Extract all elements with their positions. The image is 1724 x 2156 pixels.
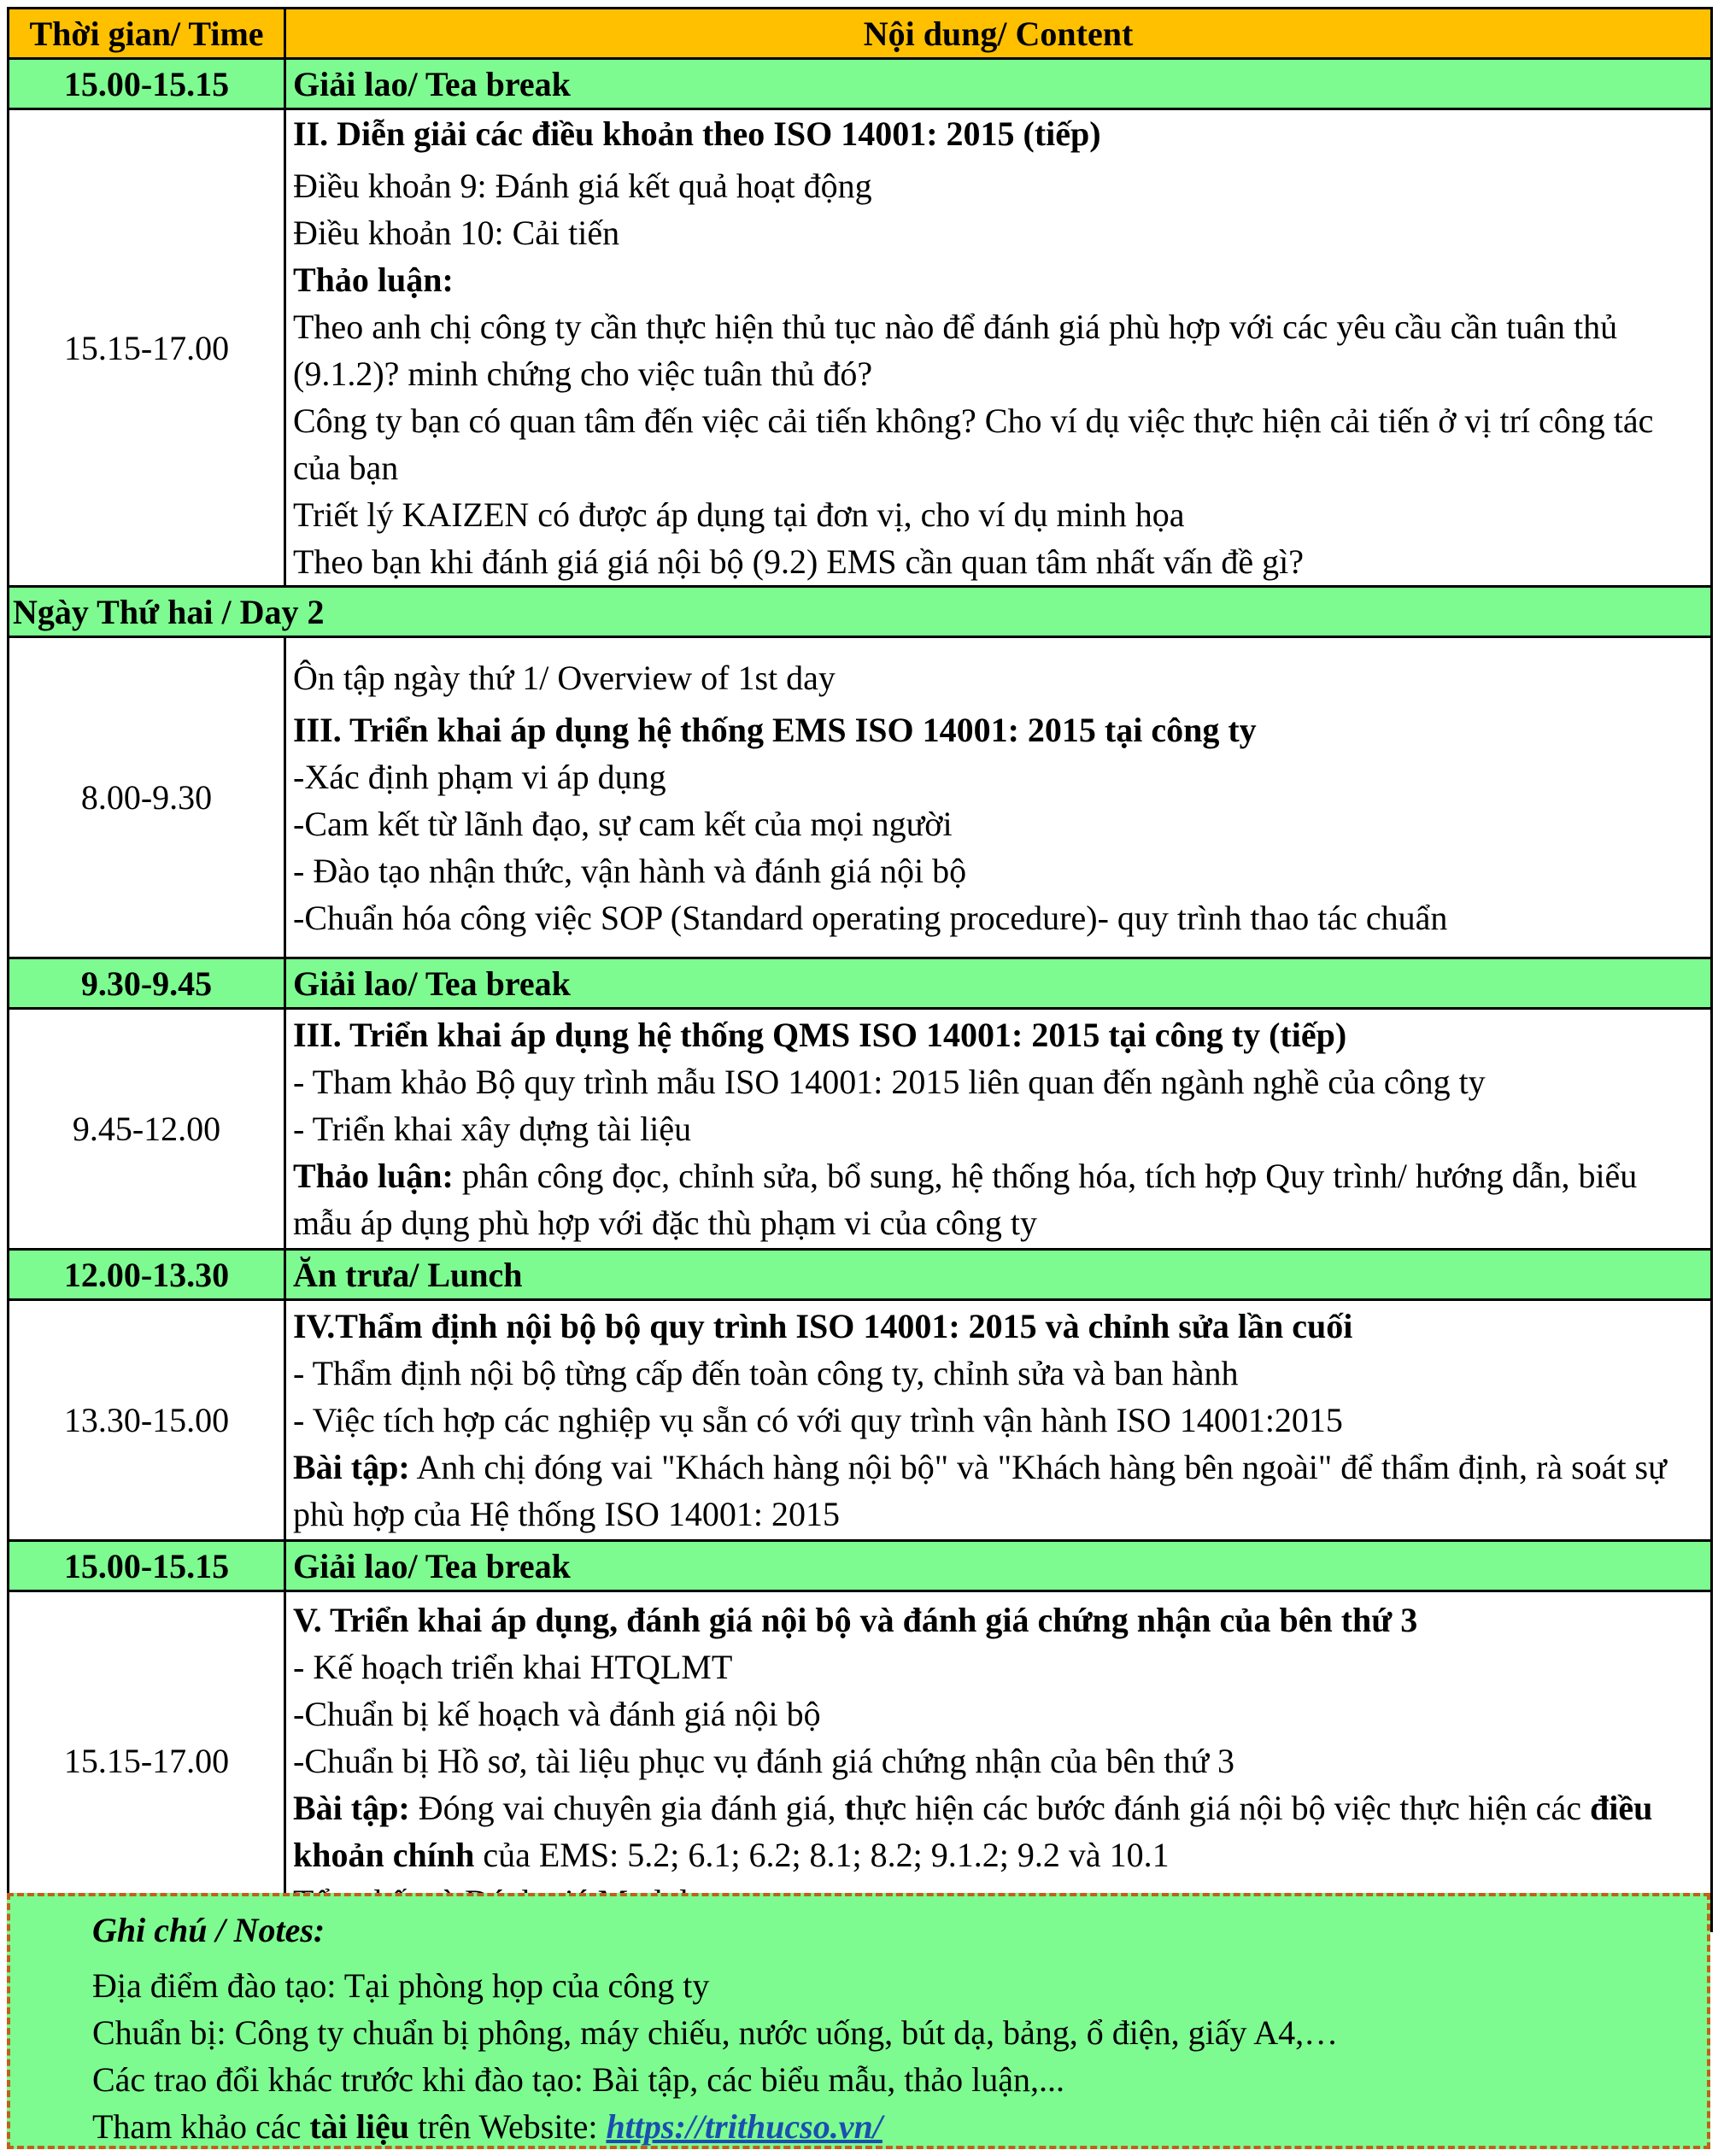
exercise-bold-letter: t bbox=[844, 1789, 856, 1827]
content-line: Ôn tập ngày thứ 1/ Overview of 1st day bbox=[293, 658, 836, 697]
content-line: -Chuẩn bị Hồ sơ, tài liệu phục vụ đánh giá chứng nhận của bên thứ 3 bbox=[293, 1742, 1235, 1780]
content-line: Triết lý KAIZEN có được áp dụng tại đơn vị, cho ví dụ minh họa bbox=[293, 495, 1185, 534]
break-row bbox=[9, 59, 1712, 109]
discussion-label: Thảo luận: bbox=[293, 261, 454, 299]
content-line: - Đào tạo nhận thức, vận hành và đánh giá nội bộ bbox=[293, 851, 967, 890]
notes-text: trên Website: bbox=[409, 2107, 607, 2146]
notes-text: Tham khảo các bbox=[92, 2107, 310, 2146]
notes-line: Chuẩn bị: Công ty chuẩn bị phông, máy chiếu, nước uống, bút dạ, bảng, ổ điện, giấy A4,… bbox=[92, 2013, 1339, 2052]
break-label: Giải lao/ Tea break bbox=[285, 59, 1712, 109]
header-content: Nội dung/ Content bbox=[285, 9, 1712, 59]
exercise-text: Anh chị đóng vai "Khách hàng nội bộ" và "Khách hàng bên ngoài" để thẩm định, rà soát sự phù hợp của Hệ thống ISO 14001: 2015 bbox=[293, 1448, 1667, 1533]
header-time: Thời gian/ Time bbox=[9, 9, 285, 59]
content-line: - Việc tích hợp các nghiệp vụ sẵn có với quy trình vận hành ISO 14001:2015 bbox=[293, 1401, 1343, 1439]
session-content bbox=[285, 1300, 1712, 1541]
exercise-line bbox=[293, 1444, 1703, 1538]
session-row bbox=[9, 1300, 1712, 1541]
content-line: - Triển khai xây dựng tài liệu bbox=[293, 1110, 692, 1148]
discussion-line bbox=[293, 1152, 1703, 1246]
time-cell: 15.15-17.00 bbox=[9, 109, 285, 587]
content-line: - Kế hoạch triển khai HTQLMT bbox=[293, 1648, 733, 1686]
session-row bbox=[9, 1591, 1712, 1931]
break-row bbox=[9, 958, 1712, 1009]
section-heading: III. Triển khai áp dụng hệ thống QMS ISO 14001: 2015 tại công ty (tiếp) bbox=[293, 1016, 1347, 1054]
notes-title: Ghi chú / Notes: bbox=[92, 1911, 325, 1949]
session-content bbox=[285, 1591, 1712, 1931]
lunch-label: Ăn trưa/ Lunch bbox=[285, 1250, 1712, 1300]
content-line: Điều khoản 10: Cải tiến bbox=[293, 214, 620, 252]
time-cell: 9.30-9.45 bbox=[9, 958, 285, 1009]
time-cell: 8.00-9.30 bbox=[9, 637, 285, 958]
break-label: Giải lao/ Tea break bbox=[285, 1541, 1712, 1591]
day-label: Ngày Thứ hai / Day 2 bbox=[9, 587, 1712, 637]
section-heading: IV.Thẩm định nội bộ bộ quy trình ISO 14001: 2015 và chỉnh sửa lần cuối bbox=[293, 1307, 1353, 1345]
content-line: Công ty bạn có quan tâm đến việc cải tiến không? Cho ví dụ việc thực hiện cải tiến ở vị trí công tác của bạn bbox=[293, 401, 1654, 487]
time-cell: 12.00-13.30 bbox=[9, 1250, 285, 1300]
section-heading: II. Diễn giải các điều khoản theo ISO 14001: 2015 (tiếp) bbox=[293, 114, 1101, 153]
notes-line: Địa điểm đào tạo: Tại phòng họp của công ty bbox=[92, 1966, 710, 2005]
discussion-label: Thảo luận: bbox=[293, 1157, 454, 1195]
content-line: Điều khoản 9: Đánh giá kết quả hoạt động bbox=[293, 167, 872, 205]
session-row bbox=[9, 109, 1712, 587]
time-cell: 13.30-15.00 bbox=[9, 1300, 285, 1541]
time-cell: 15.00-15.15 bbox=[9, 59, 285, 109]
exercise-line bbox=[293, 1784, 1703, 1878]
notes-line: Các trao đổi khác trước khi đào tạo: Bài tập, các biểu mẫu, thảo luận,... bbox=[92, 2060, 1065, 2099]
time-cell: 9.45-12.00 bbox=[9, 1009, 285, 1250]
session-content bbox=[285, 109, 1712, 587]
session-content bbox=[285, 1009, 1712, 1250]
exercise-text: của EMS: 5.2; 6.1; 6.2; 8.1; 8.2; 9.1.2; 9.2 và 10.1 bbox=[474, 1836, 1170, 1874]
break-label: Giải lao/ Tea break bbox=[285, 958, 1712, 1009]
schedule-sheet bbox=[7, 7, 1710, 1932]
content-line: - Tham khảo Bộ quy trình mẫu ISO 14001: 2015 liên quan đến ngành nghề của công ty bbox=[293, 1063, 1486, 1101]
exercise-label: Bài tập: bbox=[293, 1448, 410, 1486]
exercise-label: Bài tập: bbox=[293, 1789, 410, 1827]
lunch-row bbox=[9, 1250, 1712, 1300]
section-heading: III. Triển khai áp dụng hệ thống EMS ISO 14001: 2015 tại công ty bbox=[293, 710, 1257, 749]
content-line: -Cam kết từ lãnh đạo, sự cam kết của mọi người bbox=[293, 804, 953, 843]
notes-bold-text: tài liệu bbox=[309, 2107, 409, 2146]
exercise-text: hực hiện các bước đánh giá nội bộ việc thực hiện các bbox=[855, 1789, 1590, 1827]
content-line: Theo bạn khi đánh giá giá nội bộ (9.2) EMS cần quan tâm nhất vấn đề gì? bbox=[293, 542, 1305, 581]
time-cell: 15.00-15.15 bbox=[9, 1541, 285, 1591]
discussion-text: phân công đọc, chỉnh sửa, bổ sung, hệ thống hóa, tích hợp Quy trình/ hướng dẫn, biểu mẫu áp dụng phù hợp với đặc thù phạm vi của công ty bbox=[293, 1157, 1638, 1242]
main-clauses-label: điều khoản chính bbox=[293, 1789, 1653, 1874]
break-row bbox=[9, 1541, 1712, 1591]
content-line: Theo anh chị công ty cần thực hiện thủ tục nào để đánh giá phù hợp với các yêu cầu cần tuân thủ (9.1.2)? minh chứng cho việc tuân thủ đó? bbox=[293, 308, 1618, 393]
session-row bbox=[9, 637, 1712, 958]
time-cell: 15.15-17.00 bbox=[9, 1591, 285, 1931]
content-line: -Chuẩn hóa công việc SOP (Standard operating procedure)- quy trình thao tác chuẩn bbox=[293, 898, 1448, 937]
section-heading: V. Triển khai áp dụng, đánh giá nội bộ và đánh giá chứng nhận của bên thứ 3 bbox=[293, 1601, 1418, 1639]
session-content bbox=[285, 637, 1712, 958]
header-row bbox=[9, 9, 1712, 59]
day-row bbox=[9, 587, 1712, 637]
content-line: - Thẩm định nội bộ từng cấp đến toàn công ty, chỉnh sửa và ban hành bbox=[293, 1354, 1239, 1392]
notes-box bbox=[7, 1893, 1710, 2149]
session-row bbox=[9, 1009, 1712, 1250]
notes-line bbox=[92, 2103, 1707, 2150]
content-line: -Chuẩn bị kế hoạch và đánh giá nội bộ bbox=[293, 1695, 821, 1733]
schedule-table bbox=[7, 7, 1713, 1932]
exercise-text: Đóng vai chuyên gia đánh giá, bbox=[409, 1789, 845, 1827]
website-link[interactable]: https://trithucso.vn/ bbox=[606, 2107, 883, 2146]
content-line: -Xác định phạm vi áp dụng bbox=[293, 757, 666, 796]
